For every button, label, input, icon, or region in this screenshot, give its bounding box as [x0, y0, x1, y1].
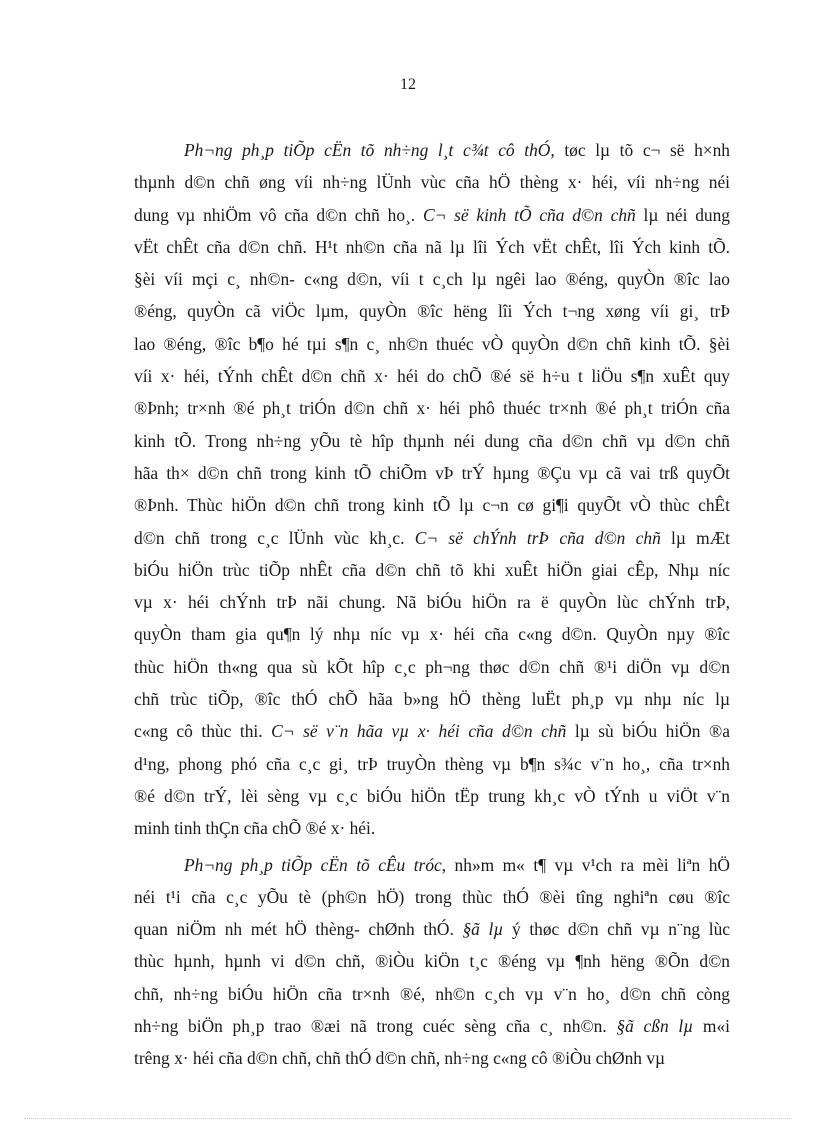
- text-line: [134, 489, 730, 521]
- text-line: [134, 199, 730, 231]
- text-line: [134, 166, 730, 198]
- text-line: [134, 651, 730, 683]
- text-line: [134, 1042, 730, 1074]
- paragraph-2: [134, 849, 730, 1075]
- text-run: thùc hµnh, hµnh vi d©n chñ, ®iÒu kiÖn t¸c ®éng vµ ¶nh hëng ®Õn d©n: [134, 951, 730, 972]
- italic-run: C¬ së kinh tÕ cña d©n chñ: [422, 204, 636, 225]
- text-line: [134, 392, 730, 424]
- text-line: [134, 978, 730, 1010]
- text-run: ®é d©n trÝ, lèi sèng vµ c¸c biÓu hiÖn tËp trung kh¸c vÒ tÝnh u viÖt v¨n: [134, 785, 730, 806]
- text-run: néi t¹i cña c¸c yÕu tè (ph©n hÖ) trong thùc thÓ ®èi tîng nghiªn cøu ®îc: [134, 886, 730, 907]
- text-run: , nh»m m« t¶ vµ v¹ch ra mèi liªn hÖ: [441, 854, 730, 875]
- text-run: m«i: [693, 1016, 730, 1037]
- text-run: chñ, nh÷ng biÓu hiÖn cña tr×nh ®é, nh©n c¸ch vµ v¨n ho¸ d©n chñ còng: [134, 983, 730, 1004]
- text-line: [134, 425, 730, 457]
- text-line: [134, 913, 730, 945]
- text-run: lµ néi dung: [635, 204, 731, 225]
- text-line: [134, 812, 730, 844]
- text-line: [134, 295, 730, 327]
- italic-run: C¬ së v¨n hãa vµ x· héi cña d©n chñ: [271, 721, 567, 742]
- text-line: [134, 849, 730, 881]
- text-run: kinh tÕ. Trong nh÷ng yÕu tè hîp thµnh néi dung cña d©n chñ vµ d©n chñ: [134, 430, 730, 451]
- text-line: [134, 683, 730, 715]
- page-number: 12: [400, 76, 416, 93]
- text-line: [134, 1010, 730, 1042]
- text-run: lµ mÆt: [660, 527, 730, 548]
- text-run: quan niÖm nh mét hÖ thèng- chØnh thÓ.: [134, 919, 463, 940]
- text-line: [134, 715, 730, 747]
- text-run: vËt chÊt cña d©n chñ. H¹t nh©n cña nã lµ lîi Ých vËt chÊt, lîi Ých kinh tÕ.: [134, 236, 730, 257]
- text-line: [134, 522, 730, 554]
- italic-run: §ã cßn lµ: [616, 1016, 694, 1037]
- text-line: [134, 748, 730, 780]
- text-line: [134, 360, 730, 392]
- text-run: nh÷ng biÖn ph¸p trao ®æi nã trong cuéc sèng cña c¸ nh©n.: [134, 1016, 617, 1037]
- text-line: [134, 231, 730, 263]
- text-line: [134, 780, 730, 812]
- text-run: lµ sù biÓu hiÖn ®a: [566, 721, 730, 742]
- text-run: trêng x· héi cña d©n chñ, chñ thÓ d©n chñ, nh÷ng c«ng cô ®iÒu chØnh vµ: [134, 1048, 666, 1069]
- text-line: [134, 586, 730, 618]
- text-run: tøc lµ tõ c¬ së h×nh: [554, 140, 730, 160]
- text-line: [134, 263, 730, 295]
- text-run: §èi víi mçi c¸ nh©n- c«ng d©n, víi t c¸ch lµ ngêi lao ®éng, quyÒn ®îc lao: [134, 269, 730, 290]
- text-run: quyÒn tham gia qu¶n lý nhµ níc vµ x· héi cña c«ng d©n. QuyÒn nµy ®îc: [134, 624, 730, 645]
- text-run: biÓu hiÖn trùc tiÕp nhÊt cña d©n chñ tõ khi xuÊt hiÖn giai cÊp, Nhµ níc: [134, 559, 730, 580]
- text-line: [134, 457, 730, 489]
- italic-run: C¬ së chÝnh trÞ cña d©n chñ: [414, 527, 661, 548]
- text-run: c«ng cô thùc thi.: [134, 721, 272, 742]
- text-run: dung vµ nhiÖm vô cña d©n chñ ho¸.: [134, 204, 423, 225]
- text-run: ®Þnh; tr×nh ®é ph¸t triÓn d©n chñ x· héi phô thuéc tr×nh ®é ph¸t triÓn cña: [134, 398, 730, 419]
- text-run: d¹ng, phong phó cña c¸c gi¸ trÞ truyÒn thèng vµ b¶n s¾c v¨n ho¸, cña tr×nh: [134, 753, 730, 774]
- text-run: minh tinh thÇn cña chÕ ®é x· héi.: [134, 818, 376, 839]
- text-run: ý thøc d©n chñ vµ n¨ng lùc: [503, 919, 731, 940]
- text-run: víi x· héi, tÝnh chÊt d©n chñ x· héi do chÕ ®é së h÷u t liÖu s¶n xuÊt quy: [134, 366, 730, 387]
- text-run: d©n chñ trong c¸c lÜnh vùc kh¸c.: [134, 527, 415, 548]
- text-run: vµ x· héi chÝnh trÞ nãi chung. Nã biÓu hiÖn ra ë quyÒn lùc chÝnh trÞ,: [134, 592, 730, 613]
- text-run: ®Þnh. Thùc hiÖn d©n chñ trong kinh tÕ lµ c¬n cø gi¶i quyÕt vÒ thùc chÊt: [134, 495, 730, 516]
- text-line: [134, 554, 730, 586]
- body-text: [134, 134, 730, 1075]
- text-run: thµnh d©n chñ øng víi nh÷ng lÜnh vùc cña hÖ thèng x· héi, víi nh÷ng néi: [134, 172, 730, 193]
- text-line: [134, 618, 730, 650]
- paragraph-1: [134, 134, 730, 845]
- italic-run: Ph¬ng ph¸p tiÕp cËn tõ cÊu tróc: [184, 854, 442, 875]
- italic-run: §ã lµ: [462, 919, 504, 940]
- footer-divider: [24, 1118, 792, 1119]
- text-run: chñ trùc tiÕp, ®îc thÓ chÕ hãa b»ng hÖ thèng luËt ph¸p vµ nhµ níc lµ: [134, 689, 730, 710]
- text-line: [134, 881, 730, 913]
- text-line: [134, 134, 730, 166]
- text-run: thùc hiÖn th«ng qua sù kÕt hîp c¸c ph¬ng thøc d©n chñ ®¹i diÖn vµ d©n: [134, 656, 730, 677]
- text-line: [134, 945, 730, 977]
- text-run: hãa th× d©n chñ trong kinh tÕ chiÕm vÞ trÝ hµng ®Çu vµ cã vai trß quyÕt: [134, 462, 730, 483]
- text-line: [134, 328, 730, 360]
- text-run: lao ®éng, ®îc b¶o hé tµi s¶n c¸ nh©n thuéc vÒ quyÒn d©n chñ kinh tÕ. §èi: [134, 333, 730, 354]
- italic-run: Ph¬ng ph¸p tiÕp cËn tõ nh÷ng l¸t c¾t cô thÓ,: [184, 140, 555, 160]
- text-run: ®éng, quyÒn cã viÖc lµm, quyÒn ®îc hëng lîi Ých t¬ng xøng víi gi¸ trÞ: [134, 301, 730, 322]
